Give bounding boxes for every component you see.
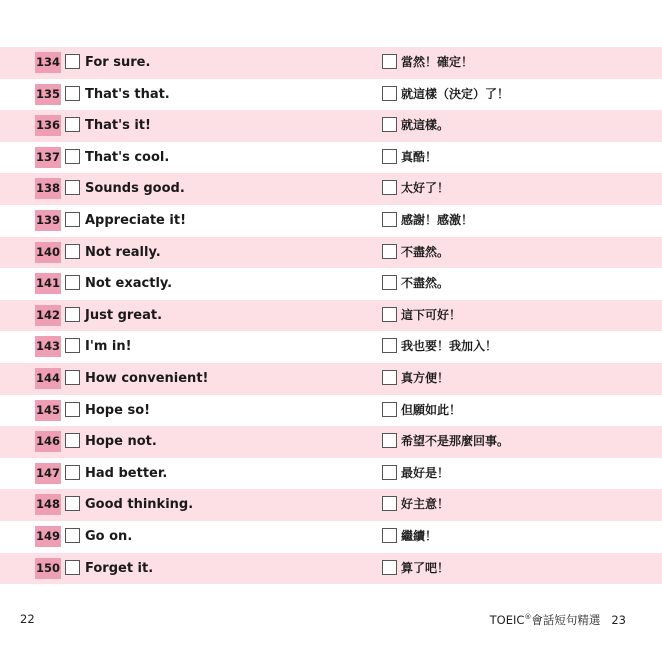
chinese-translation: 最好是！ [401,465,450,480]
chinese-translation: 好主意！ [401,497,450,512]
english-checkbox[interactable] [65,528,80,543]
chinese-checkbox[interactable] [382,180,397,195]
phrase-list [0,47,662,584]
chinese-translation: 就這樣。 [401,118,450,133]
english-phrase: Sounds good. [85,181,185,197]
chinese-checkbox[interactable] [382,496,397,511]
phrase-row [0,142,662,174]
phrase-row [0,489,662,521]
english-phrase: That's cool. [85,149,170,165]
chinese-translation: 當然！確定！ [401,55,474,69]
phrase-number: 146 [35,431,61,452]
phrase-number: 150 [35,558,61,579]
phrase-number: 138 [35,178,61,199]
phrase-number: 135 [35,84,61,105]
phrase-number: 149 [35,526,61,547]
english-checkbox[interactable] [65,54,80,69]
english-phrase: I'm in! [85,339,132,355]
chinese-checkbox[interactable] [382,528,397,543]
chinese-checkbox[interactable] [382,560,397,575]
chinese-checkbox[interactable] [382,212,397,227]
english-phrase: For sure. [85,55,151,70]
book-title-suffix: 會話短句精選 [531,613,601,627]
registered-mark: ® [524,613,532,622]
english-phrase: That's that. [85,86,170,102]
english-phrase: Just great. [85,307,163,323]
english-checkbox[interactable] [65,212,80,227]
phrase-row [0,205,662,237]
chinese-checkbox[interactable] [382,117,397,132]
phrase-row [0,173,662,205]
chinese-checkbox[interactable] [382,54,397,69]
english-checkbox[interactable] [65,433,80,448]
chinese-checkbox[interactable] [382,275,397,290]
chinese-checkbox[interactable] [382,338,397,353]
footer-right [490,612,626,628]
chinese-translation: 希望不是那麼回事。 [401,434,510,449]
english-checkbox[interactable] [65,560,80,575]
right-page-number: 23 [611,613,626,627]
phrase-number: 145 [35,400,61,421]
english-phrase: Forget it. [85,560,154,576]
english-phrase: Not exactly. [85,276,173,292]
phrase-number: 134 [35,52,61,73]
english-checkbox[interactable] [65,465,80,480]
chinese-checkbox[interactable] [382,370,397,385]
english-phrase: Appreciate it! [85,212,186,228]
phrase-row [0,237,662,269]
phrase-row [0,110,662,142]
english-checkbox[interactable] [65,244,80,259]
phrase-row [0,79,662,111]
english-checkbox[interactable] [65,402,80,417]
chinese-checkbox[interactable] [382,307,397,322]
chinese-translation: 不盡然。 [401,244,450,259]
english-phrase: How convenient! [85,370,209,386]
book-title-prefix: TOEIC [489,613,525,627]
chinese-translation: 我也要！我加入！ [401,339,498,354]
phrase-row [0,395,662,427]
chinese-translation: 不盡然。 [401,276,450,291]
english-phrase: Not really. [85,244,161,260]
english-checkbox[interactable] [65,496,80,511]
phrase-row [0,363,662,395]
phrase-row [0,331,662,363]
english-phrase: Go on. [85,528,133,544]
chinese-checkbox[interactable] [382,149,397,164]
phrase-row [0,458,662,490]
chinese-translation: 太好了！ [401,181,450,196]
chinese-checkbox[interactable] [382,86,397,101]
phrase-number: 139 [35,210,61,231]
phrase-number: 141 [35,273,61,294]
phrase-number: 144 [35,368,61,389]
phrase-number: 140 [35,242,61,263]
english-checkbox[interactable] [65,117,80,132]
english-phrase: Hope so! [85,402,151,418]
chinese-translation: 感謝！感激！ [401,212,474,227]
phrase-number: 148 [35,494,61,515]
chinese-checkbox[interactable] [382,402,397,417]
phrase-number: 142 [35,305,61,326]
chinese-checkbox[interactable] [382,433,397,448]
phrase-number: 147 [35,463,61,484]
english-checkbox[interactable] [65,307,80,322]
english-phrase: Had better. [85,465,168,481]
phrase-row [0,553,662,585]
english-checkbox[interactable] [65,275,80,290]
english-phrase: Hope not. [85,434,157,450]
english-checkbox[interactable] [65,180,80,195]
english-phrase: Good thinking. [85,497,194,513]
chinese-translation: 繼續！ [401,528,438,543]
chinese-translation: 真方便！ [401,370,450,385]
chinese-translation: 但願如此！ [401,402,462,417]
english-checkbox[interactable] [65,338,80,353]
phrase-number: 137 [35,147,61,168]
phrase-number: 136 [35,115,61,136]
left-page-number: 22 [20,612,35,626]
english-checkbox[interactable] [65,86,80,101]
phrase-row [0,268,662,300]
chinese-translation: 算了吧！ [401,560,450,575]
chinese-translation: 就這樣（決定）了！ [401,86,510,101]
english-phrase: That's it! [85,118,151,134]
phrase-number: 143 [35,336,61,357]
chinese-translation: 真酷！ [401,149,438,164]
chinese-translation: 這下可好！ [401,307,462,322]
english-checkbox[interactable] [65,370,80,385]
phrase-row [0,47,662,79]
chinese-checkbox[interactable] [382,465,397,480]
phrase-row [0,300,662,332]
english-checkbox[interactable] [65,149,80,164]
chinese-checkbox[interactable] [382,244,397,259]
phrase-row [0,426,662,458]
phrase-row [0,521,662,553]
